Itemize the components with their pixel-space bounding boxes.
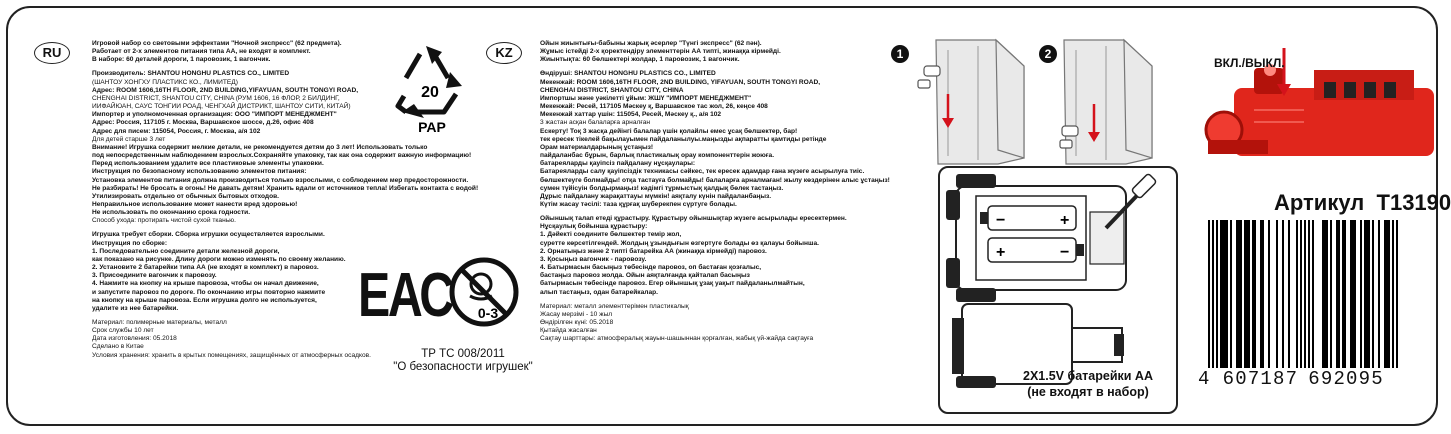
ru-block2-line: Адрес: Россия, 117105 г. Москва, Варшавское шоссе, д.26, офис 408: [92, 119, 314, 127]
kz-intro-block: [540, 40, 890, 64]
barcode-bar: [1212, 220, 1214, 380]
kz-block4-line: Сақтау шарттары: атмосфералық жауын-шашыннан қорғалған, жабық үй-жайда сақтауға: [540, 335, 814, 343]
barcode-bar: [1282, 220, 1284, 368]
barcode-bar: [1216, 220, 1218, 368]
barcode-bar: [1276, 220, 1278, 368]
kz-material-block: [540, 303, 890, 344]
recycle-number: 20: [421, 84, 439, 101]
kz-block2-line: Күтім жасау тәсілі: таза құрғақ шүберекпен сүртуге болады.: [540, 200, 737, 208]
recycle-label: PAP: [418, 119, 446, 135]
ru-block1-line: Игровой набор со световыми эффектами "Ночной экспресс" (62 предмета).: [92, 40, 342, 47]
kz-block2-line: пайдаланбас бұрын, барлық пластикалық орау компоненттерін жоюға.: [540, 152, 775, 160]
on-off-label: ВКЛ./ВЫКЛ.: [1214, 56, 1285, 70]
kz-block2-line: сумен түйісуін болдырмаңыз! кәдімгі тұрмыстық қалдық бөлек тастаңыз.: [540, 184, 784, 192]
battery-caption: [1008, 368, 1168, 400]
kz-block4-line: Қытайда жасалған: [540, 327, 597, 335]
kz-description: [540, 40, 890, 343]
ru-block4-line: Срок службы 10 лет: [92, 327, 154, 335]
barcode-bar: [1220, 220, 1222, 368]
ru-block2-line: Адрес: ROOM 1606,16TH FLOOR, 2ND BUILDING,YIFAYUAN, SOUTH TONGYI ROAD,: [92, 86, 359, 94]
barcode-bar: [1308, 220, 1310, 368]
barcode-first-digit: 4: [1198, 368, 1211, 390]
barcode-bar: [1236, 220, 1238, 368]
step2-number: 2: [1044, 47, 1052, 61]
barcode-bar: [1364, 220, 1366, 368]
barcode-digits: [1198, 368, 1408, 390]
barcode-bar: [1360, 220, 1362, 368]
barcode-bar: [1336, 220, 1338, 368]
barcode-bar: [1330, 220, 1332, 368]
barcode-bar: [1312, 220, 1314, 368]
article-label: Артикул: [1274, 190, 1365, 215]
kz-block1-line: Жиынтықта: 60 бөлшектері жолдар, 1 паровозик, 1 вагончик.: [540, 56, 740, 64]
kz-block4-line: Өндірілген күні: 05.2018: [540, 319, 614, 326]
barcode-bar: [1366, 220, 1368, 368]
battery2-minus: −: [1060, 244, 1070, 261]
ru-block3-line: 3. Присоедините вагончик к паровозу.: [92, 272, 217, 280]
ru-block3-line: на кнопку на крыше паровоза. Если игрушка долго не используется,: [92, 296, 317, 304]
article-number: [1274, 190, 1451, 216]
kz-block2-line: бөлшектеуге болмайды! отқа тастауға болмайды! балаларға арналмаған! жылу көздерінен алыс ұстаңыз!: [540, 176, 890, 184]
ru-block4-line: Материал: полимерные материалы, металл: [92, 319, 227, 326]
kz-block2-line: Импортшы және уәкілетті ұйым: ЖШҮ "ИМПОРТ МЕНЕДЖМЕНТ": [540, 94, 752, 102]
article-code: T13190: [1376, 190, 1451, 215]
barcode-bar: [1386, 220, 1388, 368]
kz-block3-line: 2. Орнатыңыз және 2 типті батарейка АА (жинаққа кірмейді) паровоз.: [540, 247, 767, 255]
kz-block2-line: Мекенжай: Ресей, 117105 Мәскеу қ, Варшавское тас жол, 26, кеңсе 408: [540, 103, 768, 111]
switch-figure: [1194, 30, 1416, 164]
barcode-bar: [1396, 220, 1398, 380]
barcode-bar: [1230, 220, 1232, 368]
kz-block4-line: Жасау мерзімі - 10 жыл: [540, 310, 613, 318]
barcode-bar: [1248, 220, 1250, 368]
barcode-bar: [1378, 220, 1380, 368]
kz-block3-line: суретте көрсетілгендей. Жолдың ұзындығын өзгертуге болады өз қалауы бойынша.: [540, 239, 820, 247]
ru-block2-line: под непосредственным наблюдением взрослых.Сохраняйте упаковку, так как она содержит важную информацию!: [92, 152, 472, 160]
ru-badge: RU: [34, 42, 70, 64]
ru-block2-line: CHENGHAI DISTRICT, SHANTOU CITY, CHINA (РУМ 1606, 16 ФЛОР, 2 БИЛДИНГ,: [92, 94, 340, 102]
label-panel: [6, 6, 1451, 426]
age-warning-icon: [448, 256, 520, 328]
ru-block3-line: удалите из нее батарейки.: [92, 304, 179, 312]
ru-block3-line: Инструкция по сборке:: [92, 239, 168, 247]
barcode-left-group: 607187: [1222, 368, 1299, 390]
eac-mark: ЕАС: [358, 261, 452, 330]
barcode-bar: [1392, 220, 1394, 380]
kz-block2-line: Дұрыс пайдалану жарақаттауы мүмкін! аяқталу күнін пайдаланбаңыз.: [540, 192, 772, 200]
step1-number: 1: [896, 47, 904, 61]
ru-block4-line: Сделано в Китае: [92, 343, 144, 351]
barcode-bar: [1372, 220, 1374, 368]
kz-block1-line: Жұмыс істейді 2-х қоректендіру элементтерін АА типті, жинаққа кірмейді.: [540, 48, 781, 56]
ru-block2-line: Для детей старше 3 лет: [92, 135, 166, 143]
barcode-bar: [1322, 220, 1324, 368]
ru-block2-line: Импортер и уполномоченная организация: ООО "ИМПОРТ МЕНЕДЖМЕНТ": [92, 111, 337, 119]
ru-block3-line: и запустите паровоз по дороге. По окончанию игры повторно нажмите: [92, 288, 326, 296]
kz-block2-line: Өндіруші: SHANTOU HONGHU PLASTICS CO., LIMITED: [540, 70, 716, 78]
barcode-bar: [1226, 220, 1228, 368]
kz-block2-line: Орам материалдарының ұстаңыз!: [540, 143, 654, 151]
tr-ts-standard: [388, 348, 538, 374]
install-steps-figure: [878, 30, 1162, 164]
kz-badge: KZ: [486, 42, 522, 64]
ru-block2-line: (ШАНТОУ ХОНГХУ ПЛАСТИКС КО., ЛИМИТЕД): [92, 78, 238, 86]
kz-block3-line: алып тастаңыз, одан батарейкалар.: [540, 288, 658, 296]
ru-block2-line: Установка элементов питания должна производиться только взрослыми, с соблюдением мер предосторожности.: [92, 176, 469, 184]
battery-caption-line1: 2X1.5V батарейки АА: [1023, 369, 1153, 383]
battery2-plus: +: [996, 244, 1006, 261]
ru-block2-line: Не разбирать! Не бросать в огонь! Не давать детям! Хранить вдали от источников тепла! Избегать контакта с водой!: [92, 184, 479, 192]
barcode-bar: [1304, 220, 1306, 380]
ru-block4-line: Дата изготовления: 05.2018: [92, 335, 177, 343]
install-steps-illustration: [878, 30, 1162, 164]
barcode-bar: [1268, 220, 1270, 368]
barcode-bar: [1326, 220, 1328, 368]
kz-assembly-block: [540, 215, 890, 297]
ru-block1-line: Работает от 2-х элементов питания типа АА, не входят в комплект.: [92, 48, 311, 56]
safety-line: "О безопасности игрушек": [393, 361, 533, 373]
ru-block3-line: 2. Установите 2 батарейки типа АА (не входят в комплект) в паровоз.: [92, 264, 319, 272]
kz-block2-line: 3 жастан асқан балаларға арналған: [540, 119, 651, 127]
barcode-bar: [1300, 220, 1302, 380]
ru-block2-line: Внимание! Игрушка содержит мелкие детали, не рекомендуется детям до 3 лет! Использовать только: [92, 143, 428, 151]
barcode-bar: [1252, 220, 1254, 368]
barcode-bars: [1198, 220, 1408, 380]
barcode-bar: [1388, 220, 1390, 368]
kz-block2-line: Мекенжай: ROOM 1606,16TH FLOOR, 2ND BUILDING, YIFAYUAN, SOUTH TONGYI ROAD,: [540, 78, 821, 86]
ru-block2-line: Не использовать по окончанию срока годности.: [92, 209, 251, 217]
ru-block3-line: как показано на рисунке. Длину дороги можно изменять по своему желанию.: [92, 255, 346, 263]
kz-block2-line: батареяларды қауіпсіз пайдалану нұсқаулары:: [540, 160, 696, 168]
ru-block2-line: ИИФАЙЮАН, САУС ТОНГИИ РОАД, ЧЕНГХАЙ ДИСТРИКТ, ШАНТОУ СИТИ, КИТАЙ): [92, 103, 351, 111]
kz-block4-line: Материал: металл элементтерімен пластикалық: [540, 302, 689, 310]
barcode-bar: [1342, 220, 1344, 368]
ru-block3-line: Игрушка требует сборки. Сборка игрушки осуществляется взрослыми.: [92, 231, 325, 239]
kz-block2-line: CHENGHAI DISTRICT, SHANTOU CITY, CHINA: [540, 86, 684, 94]
ru-block2-line: Неправильное использование может нанести вред здоровью!: [92, 200, 298, 208]
ru-block1-line: В наборе: 60 деталей дороги, 1 паровозик, 1 вагончик.: [92, 56, 271, 64]
kz-manufacturer-block: [540, 70, 890, 209]
barcode-bar: [1324, 220, 1326, 368]
kz-block3-line: 1. Дәйекті соедините бөлшектер темір жол,: [540, 231, 682, 239]
barcode-bar: [1260, 220, 1262, 368]
red-locomotive-illustration: [1194, 30, 1416, 164]
kz-block2-line: Батареяларды салу қауіпсіздік техникасы сәйкес, тек ересек адамдар ғана жүзеге асырылуға тиіс.: [540, 168, 865, 176]
barcode-bar: [1262, 220, 1264, 368]
kz-block3-line: батырмасын төбесінде паровоз. Егер ойыншық ұзақ уақыт пайдаланылмайтын,: [540, 280, 805, 288]
barcode-bar: [1350, 220, 1352, 368]
barcode-bar: [1238, 220, 1240, 368]
kz-block3-line: 4. Батырмасын басыңыз төбесінде паровоз, оп бастаған қозғалыс,: [540, 264, 762, 272]
barcode-bar: [1338, 220, 1340, 368]
battery-caption-line2: (не входят в набор): [1027, 385, 1149, 399]
barcode-bar: [1352, 220, 1354, 368]
kz-block2-line: тек ересек тікелей бақылауымен пайдаланылуы.маңызды ақпаратты қамтиды ретінде: [540, 135, 827, 143]
ru-block4-line: Условия хранения: хранить в крытых помещениях, защищённых от атмосферных осадков.: [92, 351, 371, 359]
ru-block3-line: 1. Последовательно соедините детали железной дороги,: [92, 247, 280, 255]
barcode-bar: [1222, 220, 1224, 368]
kz-block3-line: 3. Қосыңыз вагончик - паровозу.: [540, 255, 647, 263]
ru-block2-line: Адрес для писем: 115054, Россия, г. Москва, а/я 102: [92, 127, 261, 135]
barcode-bar: [1354, 220, 1356, 368]
barcode-bar: [1208, 220, 1210, 380]
barcode-bar: [1368, 220, 1370, 368]
battery1-plus: +: [1060, 212, 1070, 229]
barcode-bar: [1384, 220, 1386, 368]
tr-line: ТР ТС 008/2011: [421, 348, 505, 360]
kz-block2-line: Мекенжай хаттар үшін: 115054, Ресей, Мәскеу қ., а/я 102: [540, 111, 722, 119]
ru-block3-line: 4. Нажмите на кнопку на крыше паровоза, чтобы он начал движение,: [92, 280, 319, 288]
barcode-bar: [1224, 220, 1226, 368]
ru-block2-line: Способ ухода: протирать чистой сухой тканью.: [92, 217, 236, 225]
kz-block3-line: Ойыншық талап етеді құрастыру. Құрастыру ойыншықтар жүзеге асырылады ересектермен.: [540, 215, 847, 223]
age-range: 0-3: [477, 305, 499, 321]
ru-block2-line: Утилизировать отдельно от обычных бытовых отходов.: [92, 192, 279, 200]
barcode-bar: [1254, 220, 1256, 368]
recycle-symbol: [390, 42, 474, 136]
ru-block2-line: Перед использованием удалите все пластиковые элементы упаковки.: [92, 160, 324, 168]
barcode-bar: [1296, 220, 1298, 368]
barcode-bar: [1240, 220, 1242, 368]
barcode-bar: [1344, 220, 1346, 368]
kz-block3-line: Нұсқаулық бойынша құрастыру:: [540, 223, 648, 231]
barcode-bar: [1288, 220, 1290, 368]
kz-block2-line: Ескерту! Тоқ 3 жасқа дейінгі балалар үшін қолайлы емес ұсақ бөлшектер, бар!: [540, 127, 798, 135]
ru-block2-line: Инструкция по безопасному использованию элементов питания:: [92, 168, 307, 176]
barcode-bar: [1246, 220, 1248, 368]
kz-block3-line: бастаңыз паровоз жолда. Ойын аяқталғанда қайталап басыңыз: [540, 272, 750, 280]
barcode-bar: [1244, 220, 1246, 368]
kz-block1-line: Ойын жиынтығы-бабыны жарық әсерлер "Түнгі экспресс" (62 пән).: [540, 40, 762, 47]
barcode-right-group: 692095: [1308, 368, 1384, 390]
ru-block2-line: Производитель: SHANTOU HONGHU PLASTICS CO., LIMITED: [92, 70, 290, 78]
battery1-minus: −: [996, 212, 1006, 229]
